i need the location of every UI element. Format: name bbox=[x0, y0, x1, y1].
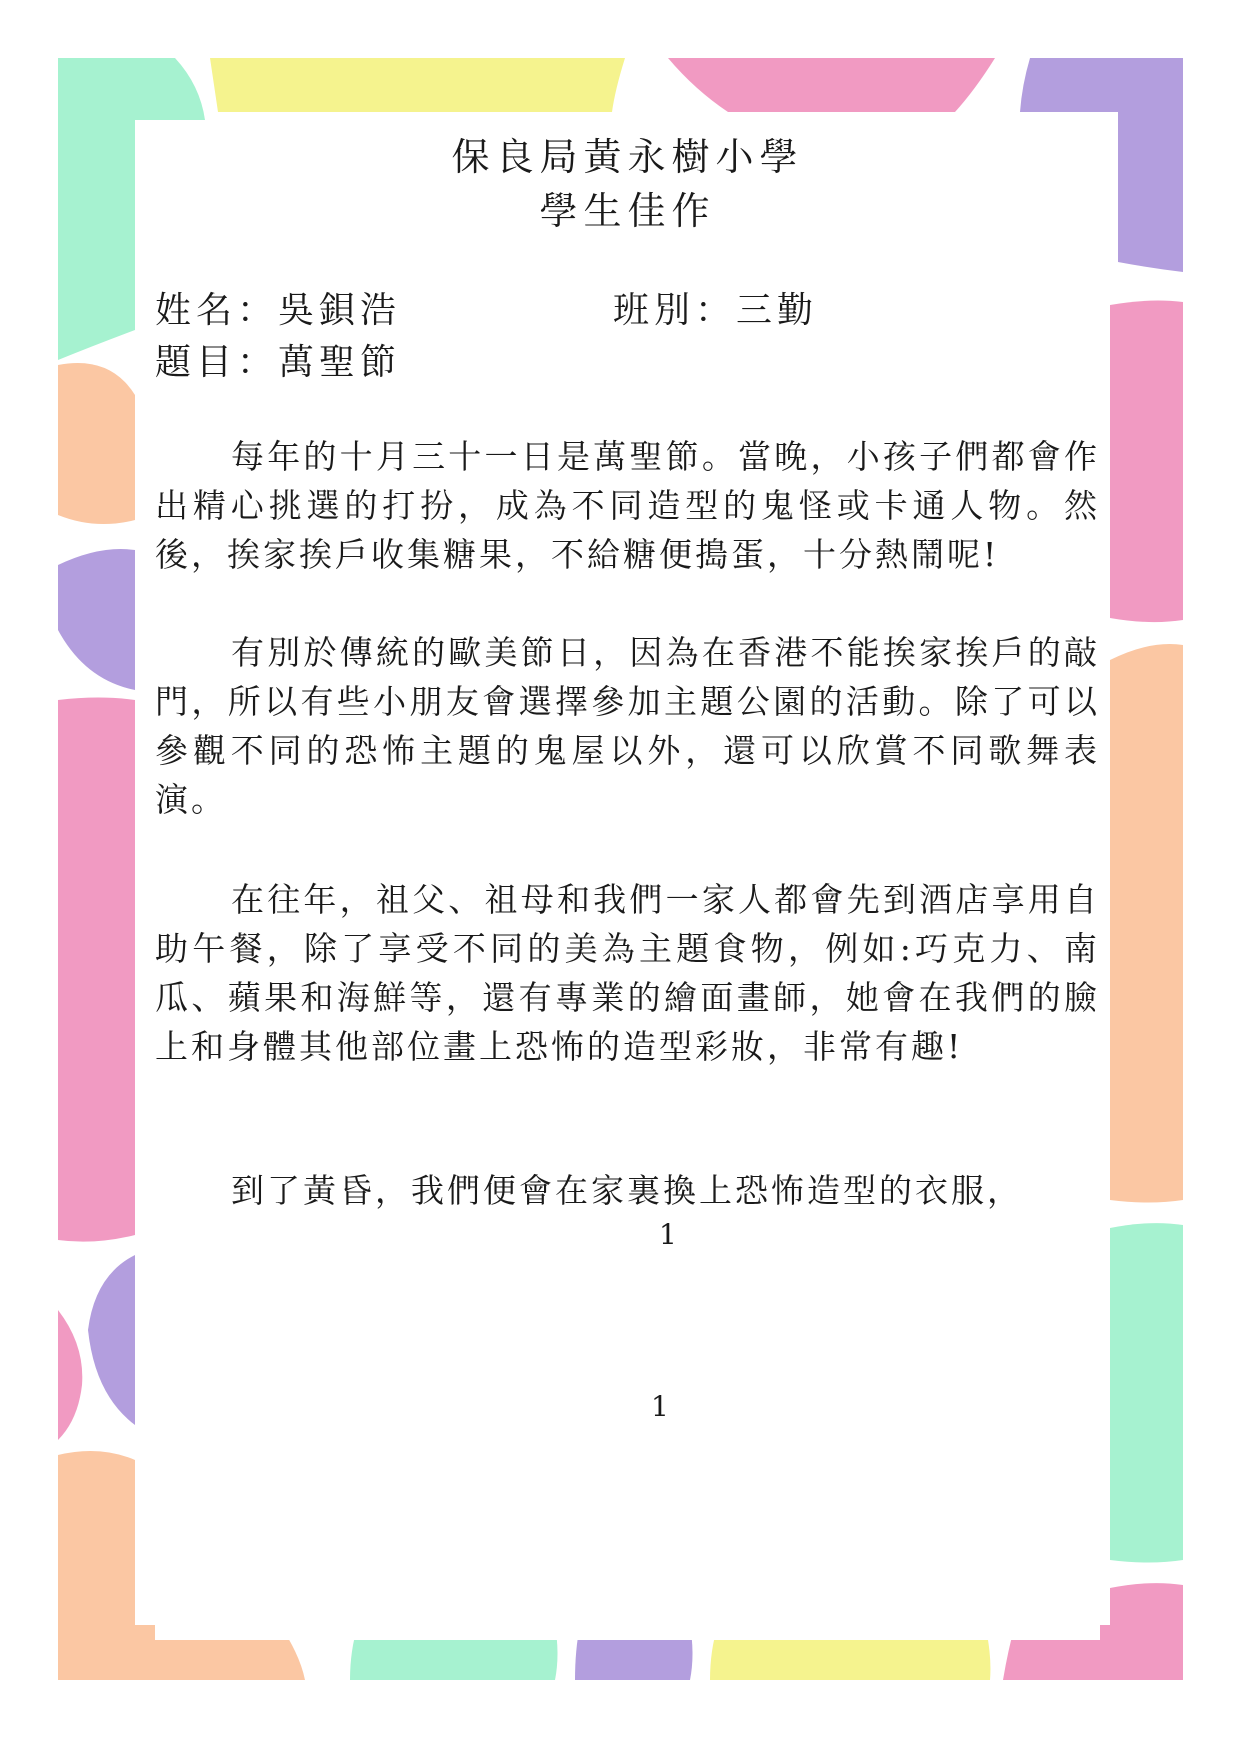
page-number: 1 bbox=[659, 1218, 677, 1251]
essay-topic: 題目：萬聖節 bbox=[155, 342, 402, 383]
border-shape-top-yellow bbox=[210, 58, 625, 112]
essay-sheet bbox=[155, 120, 1100, 1640]
student-class: 班別：三勤 bbox=[613, 290, 819, 331]
school-name: 保良局黃永樹小學 bbox=[451, 135, 804, 179]
border-shape-left-pink bbox=[58, 698, 135, 1242]
border-shape-left-lavender bbox=[58, 549, 135, 690]
border-shape-left-peach bbox=[58, 363, 135, 524]
student-name: 姓名：吳鋇浩 bbox=[155, 290, 402, 331]
essay-paragraph-3: 在往年，祖父、祖母和我們一家人都會先到酒店享用自助午餐，除了享受不同的美為主題食物，例如:巧克力、南瓜、蘋果和海鮮等，還有專業的繪面畫師，她會在我們的臉上和身體其他部位畫上恐怖的造型彩妝，非常有趣! bbox=[155, 880, 1100, 1066]
page-subtitle: 學生佳作 bbox=[539, 189, 716, 233]
essay-paragraph-2: 有別於傳統的歐美節日，因為在香港不能挨家挨戶的敲門，所以有些小朋友會選擇參加主題公園的活動。除了可以參觀不同的恐怖主題的鬼屋以外，還可以欣賞不同歌舞表演。 bbox=[155, 633, 1100, 819]
essay-paragraph-1: 每年的十月三十一日是萬聖節。當晚，小孩子們都會作出精心挑選的打扮，成為不同造型的鬼怪或卡通人物。然後，挨家挨戶收集糖果，不給糖便搗蛋，十分熱鬧呢! bbox=[155, 437, 1100, 574]
border-shape-left-mint bbox=[58, 58, 135, 360]
border-shape-left-lavender-2 bbox=[88, 1255, 135, 1425]
border-shape-top-pink bbox=[668, 58, 995, 112]
essay-paragraph-4: 到了黃昏，我們便會在家裏換上恐怖造型的衣服， bbox=[231, 1171, 1023, 1210]
border-shape-left-pink-2 bbox=[58, 1310, 82, 1440]
border-shape-right-peach bbox=[1110, 644, 1183, 1203]
border-shape-right-pink bbox=[1110, 301, 1183, 623]
page-number-footer: 1 bbox=[651, 1390, 669, 1423]
border-shape-right-mint bbox=[1110, 1223, 1183, 1562]
